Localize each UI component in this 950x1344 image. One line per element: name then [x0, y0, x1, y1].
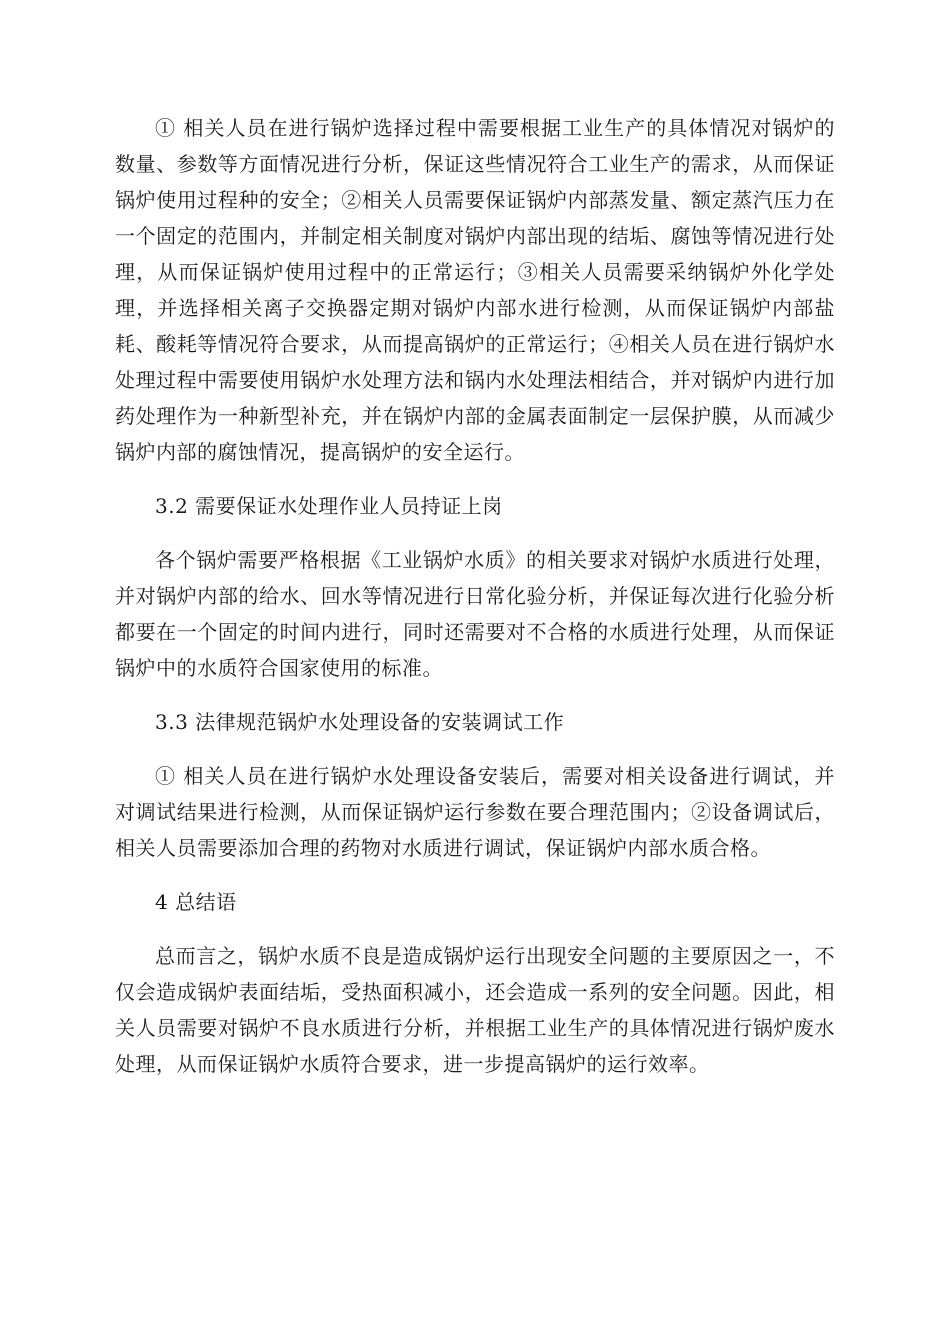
- section-heading-3-2: 3.2 需要保证水处理作业人员持证上岗: [155, 494, 503, 518]
- paragraph-conclusion: 总而言之，锅炉水质不良是造成锅炉运行出现安全问题的主要原因之一，不仅会造成锅炉表面结垢，受热面积减小，还会造成一系列的安全问题。因此，相关人员需要对锅炉不良水质进行分析，并根据工业生产的具体情况进行锅炉废水处理，从而保证锅炉水质符合要求，进一步提高锅炉的运行效率。: [115, 944, 835, 1076]
- paragraph-boiler-selection-measures: ① 相关人员在进行锅炉选择过程中需要根据工业生产的具体情况对锅炉的数量、参数等方面情况进行分析，保证这些情况符合工业生产的需求，从而保证锅炉使用过程种的安全；②相关人员需要保证锅炉内部蒸发量、额定蒸汽压力在一个固定的范围内，并制定相关制度对锅炉内部出现的结垢、腐蚀等情况进行处理，从而保证锅炉使用过程中的正常运行；③相关人员需要采纳锅炉外化学处理，并选择相关离子交换器定期对锅炉内部水进行检测，从而保证锅炉内部盐耗、酸耗等情况符合要求，从而提高锅炉的正常运行；④相关人员在进行锅炉水处理过程中需要使用锅炉水处理方法和锅内水处理法相结合，并对锅炉内进行加药处理作为一种新型补充，并在锅炉内部的金属表面制定一层保护膜，从而减少锅炉内部的腐蚀情况，提高锅炉的安全运行。: [115, 116, 835, 464]
- paragraph-water-quality-standards: 各个锅炉需要严格根据《工业锅炉水质》的相关要求对锅炉水质进行处理，并对锅炉内部的给水、回水等情况进行日常化验分析，并保证每次进行化验分析都要在一个固定的时间内进行，同时还需要对不合格的水质进行处理，从而保证锅炉中的水质符合国家使用的标准。: [115, 548, 835, 680]
- section-heading-3-3: 3.3 法律规范锅炉水处理设备的安装调试工作: [155, 710, 565, 734]
- document-page: [115, 110, 835, 1100]
- section-heading-4: 4 总结语: [155, 890, 237, 914]
- paragraph-equipment-debugging: ① 相关人员在进行锅炉水处理设备安装后，需要对相关设备进行调试，并对调试结果进行检测，从而保证锅炉运行参数在要合理范围内；②设备调试后，相关人员需要添加合理的药物对水质进行调试，保证锅炉内部水质合格。: [115, 764, 835, 860]
